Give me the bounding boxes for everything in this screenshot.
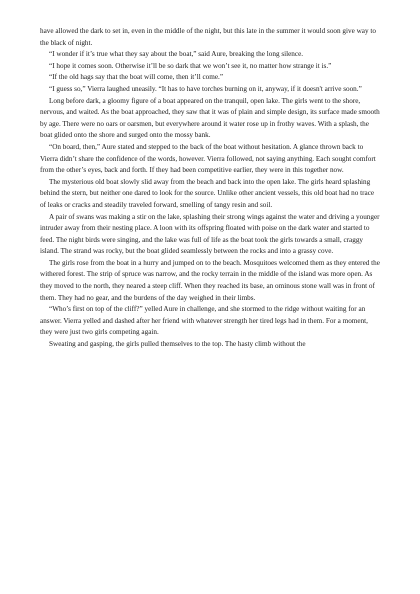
paragraph: “I wonder if it’s true what they say about the boat,” said Aure, breaking the long silence. xyxy=(49,50,304,59)
paragraph: “On board, then,” Aure stated and stepped to the back of the boat without hesitation. A glance thrown back to Vierra didn’t share the confidence of the words, however. Vierra followed, not saying anything. Each sought comfort from the other’s eyes, back and forth. If they had been competitive earlier, they were in this together now. xyxy=(40,142,376,175)
paragraph: The girls rose from the boat in a hurry and jumped on to the beach. Mosquitoes welcomed them as they entered the withered forest. The strip of spruce was narrow, and the rocky terrain in the middle of the island was more open. As they moved to the north, they neared a steep cliff. When they reached its base, an ominous stone wall was in front of them. They had no gear, and the burdens of the day weighed in their limbs. xyxy=(40,258,380,302)
paragraph: “I hope it comes soon. Otherwise it’ll be so dark that we won’t see it, no matter how strange it is.” xyxy=(49,61,332,70)
paragraph: “I guess so,” Vierra laughed uneasily. “It has to have torches burning on it, anyway, if it doesn't arrive soon.” xyxy=(49,84,362,93)
paragraph: Sweating and gasping, the girls pulled themselves to the top. The hasty climb without the xyxy=(49,340,306,349)
paragraph: A pair of swans was making a stir on the lake, splashing their strong wings against the water and driving a younger intruder away from their nesting place. A loon with its offspring floated with poise on the dark water and started to feed. The night birds were singing, and the lake was full of life as the boat took the girls towards a small, craggy island. The strand was rocky, but the boat glided seamlessly between the rocks and into a grassy cove. xyxy=(40,212,380,256)
paragraph: Long before dark, a gloomy figure of a boat appeared on the tranquil, open lake. The girls went to the shore, nervous, and waited. As the boat approached, they saw that it was of plain and simple design, its surface made smooth by age. There were no oars or oarsmen, but everywhere around it water rose up in frothy waves. With a splash, the boat glided onto the shore and surged onto the mossy bank. xyxy=(40,96,380,140)
paragraph: “Who’s first on top of the cliff?” yelled Aure in challenge, and she stormed to the ridge without waiting for an answer. Vierra yelled and dashed after her friend with whatever strength her tired legs had in them. For a moment, they were just two girls competing again. xyxy=(40,305,368,337)
paragraph: “If the old hags say that the boat will come, then it’ll come.” xyxy=(49,73,224,82)
paragraph: The mysterious old boat slowly slid away from the beach and back into the open lake. The girls heard splashing behind the stern, but neither one dared to look for the source. Unlike other ancient vessels, this old boat had no trace of leaks or cracks and steadily traveled forward, smelling of tangy resin and soil. xyxy=(40,177,375,209)
paragraph: have allowed the dark to set in, even in the middle of the night, but this late in the summer it would soon give way to the black of night. xyxy=(40,27,376,47)
